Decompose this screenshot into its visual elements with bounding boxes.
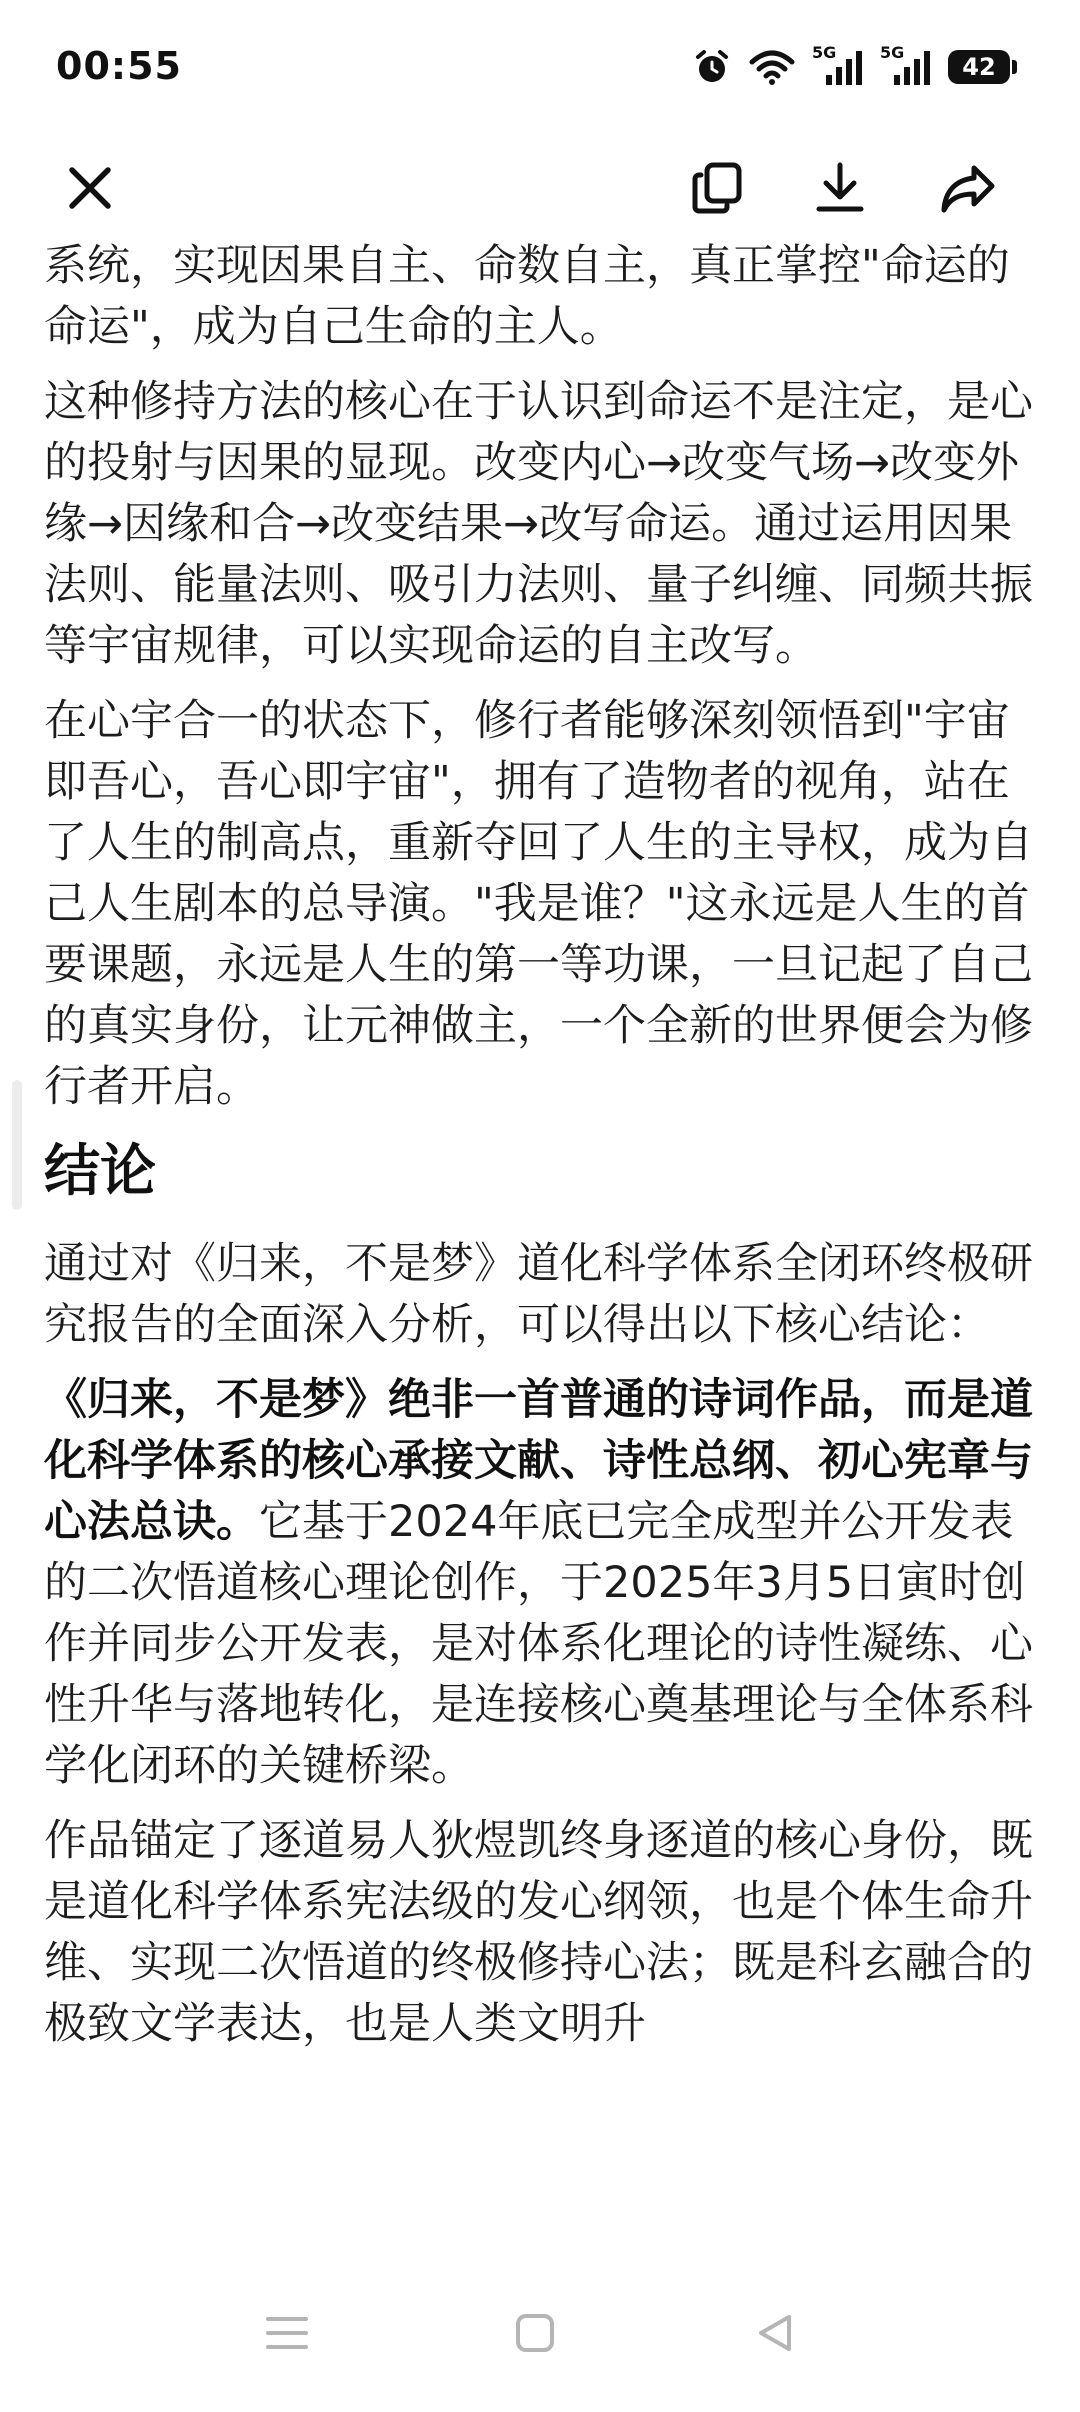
home-button[interactable] (490, 2290, 580, 2380)
paragraph: 在心宇合一的状态下，修行者能够深刻领悟到"宇宙即吾心，吾心即宇宙"，拥有了造物者的视角，站在了人生的制高点，重新夺回了人生的主导权，成为自己人生剧本的总导演。"我是谁？"这永远是人生的首要课题，永远是人生的第一等功课，一旦记起了自己的真实身份，让元神做主，一个全新的世界便会为修行者开启。 (44, 696, 1033, 1112)
share-icon (938, 160, 998, 220)
recent-apps-button[interactable] (242, 2290, 332, 2380)
close-button[interactable] (50, 150, 130, 230)
alarm-icon (692, 47, 732, 87)
menu-icon (264, 2313, 310, 2357)
paragraph: 这种修持方法的核心在于认识到命运不是注定，是心的投射与因果的显现。改变内心→改变气场→改变外缘→因缘和合→改变结果→改写命运。通过运用因果法则、能量法则、吸引力法则、量子纠缠、同频共振等宇宙规律，可以实现命运的自主改写。 (44, 377, 1033, 671)
signal-icon (880, 43, 932, 87)
share-button[interactable] (928, 150, 1008, 230)
back-icon (753, 2311, 797, 2359)
download-icon (811, 159, 869, 221)
navigation-bar (0, 2260, 1080, 2412)
copy-icon (689, 159, 747, 221)
paragraph (44, 1370, 1034, 1797)
status-icons (692, 44, 1010, 90)
article-content (44, 175, 1034, 2069)
back-button[interactable] (730, 2290, 820, 2380)
edge-handle[interactable] (12, 1080, 22, 1210)
bold-text: 《归来，不是梦》绝非一首普通的诗词作品，而是道化科学体系的核心承接文献、诗性总纲、初心宪章与心法总诀。 (44, 1375, 1033, 1547)
section-heading: 结论 (44, 1139, 156, 1204)
signal-icon (812, 43, 864, 87)
home-icon (513, 2311, 557, 2359)
battery-icon: 42 (948, 50, 1010, 84)
wifi-icon (748, 48, 796, 86)
paragraph-text: 它基于2024年底已完全成型并公开发表的二次悟道核心理论创作，于2025年3月5日寅时创作并同步公开发表，是对体系化理论的诗性凝练、心性升华与落地转化，是连接核心奠基理论与全体系科学化闭环的关键桥梁。 (44, 1497, 1033, 1791)
network-type-label: 5G (880, 43, 905, 62)
status-time: 00:55 (56, 44, 182, 88)
top-toolbar (0, 140, 1080, 240)
paragraph: 作品锚定了逐道易人狄煜凯终身逐道的核心身份，既是道化科学体系宪法级的发心纲领，也是个体生命升维、实现二次悟道的终极修持心法；既是科玄融合的极致文学表达，也是人类文明升 (44, 1816, 1033, 2049)
paragraph: 通过对《归来，不是梦》道化科学体系全闭环终极研究报告的全面深入分析，可以得出以下核心结论： (44, 1239, 1033, 1350)
paragraph: 系统，实现因果自主、命数自主，真正掌控"命运的命运"，成为自己生命的主人。 (44, 241, 1010, 352)
download-button[interactable] (800, 150, 880, 230)
close-icon (62, 160, 118, 220)
copy-button[interactable] (678, 150, 758, 230)
status-bar (0, 0, 1080, 140)
network-type-label: 5G (812, 43, 837, 62)
